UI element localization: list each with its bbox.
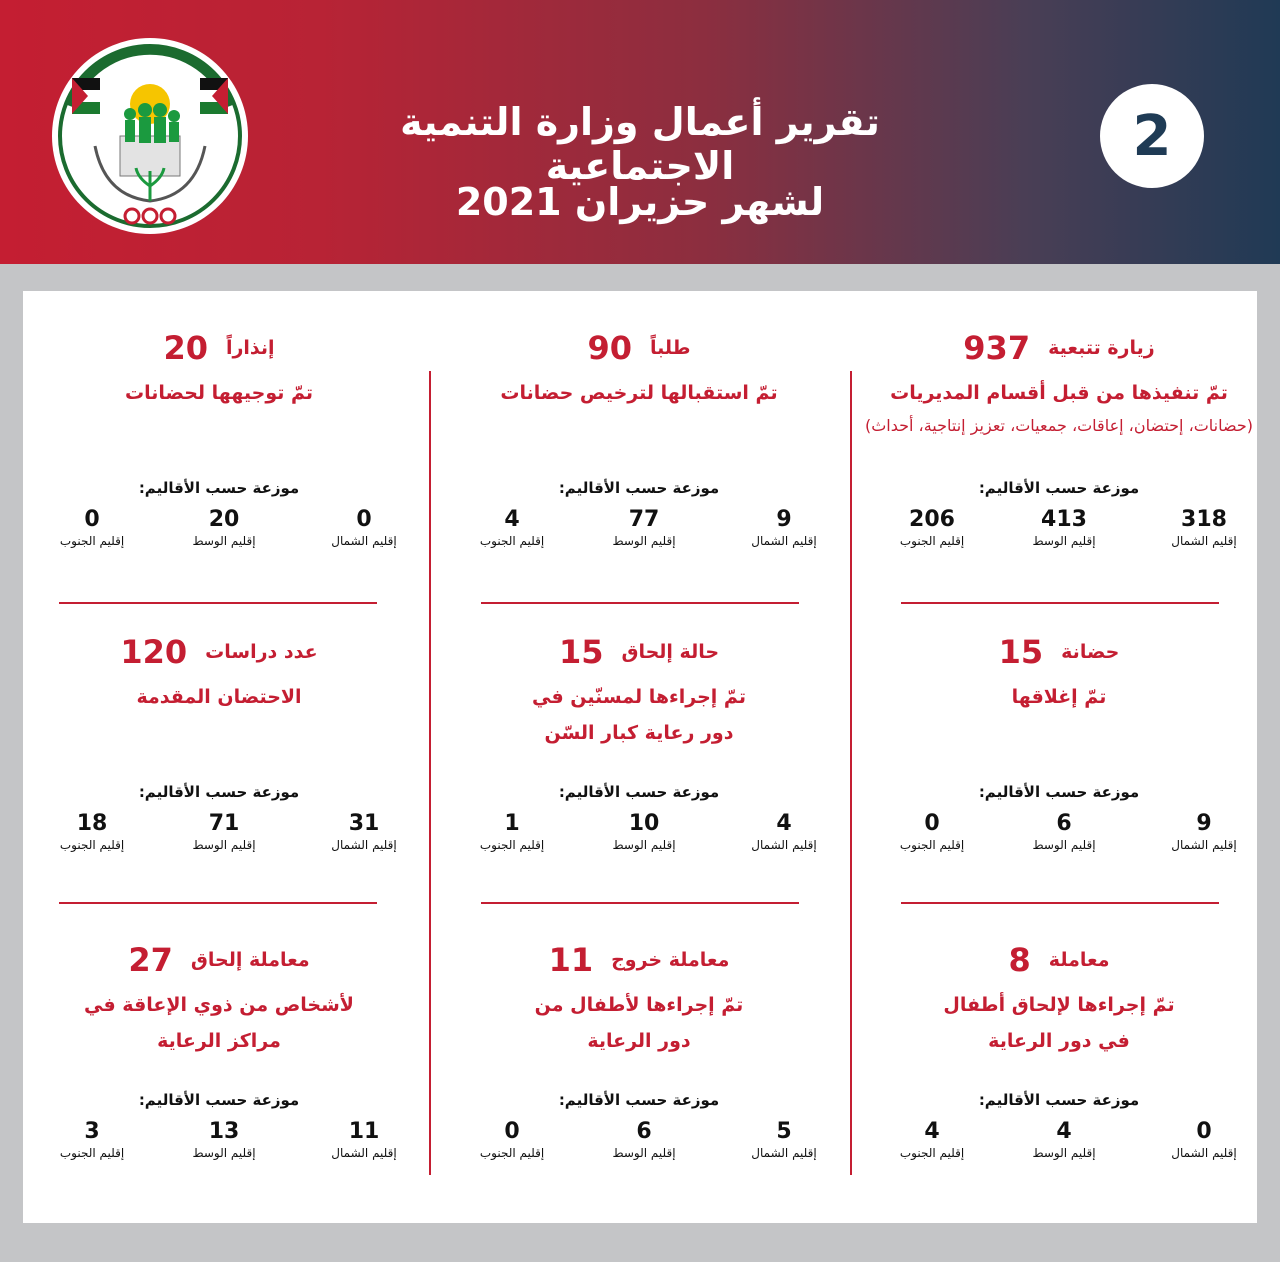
region-center: [179, 1119, 269, 1160]
statistics-panel: [23, 291, 1257, 1223]
stat-description: تمّ استقبالها لترخيص حضانات: [500, 382, 778, 404]
region-north: [1159, 507, 1249, 548]
region-center: [1019, 1119, 1109, 1160]
header-banner: [0, 0, 1280, 264]
region-name: إقليم الجنوب: [59, 534, 125, 548]
region-north: [739, 507, 829, 548]
region-value: 413: [1041, 507, 1087, 532]
region-name: إقليم الشمال: [1171, 838, 1237, 852]
region-value: 4: [1056, 1119, 1072, 1144]
distribution-label: موزعة حسب الأقاليم:: [138, 1091, 300, 1109]
stat-cell-foster-studies: [19, 595, 419, 895]
distribution-label: موزعة حسب الأقاليم:: [138, 783, 300, 801]
region-value: 0: [356, 507, 372, 532]
region-name: إقليم الوسط: [612, 534, 676, 548]
region-north: [319, 1119, 409, 1160]
region-value: 318: [1181, 507, 1227, 532]
stat-description: الاحتضان المقدمة: [136, 686, 302, 708]
region-name: إقليم الجنوب: [59, 1146, 125, 1160]
region-north: [1159, 811, 1249, 852]
region-center: [1019, 507, 1109, 548]
region-value: 3: [84, 1119, 100, 1144]
stat-cell-child-exits: [439, 903, 839, 1203]
region-south: [47, 811, 137, 852]
region-name: إقليم الجنوب: [479, 534, 545, 548]
region-north: [319, 507, 409, 548]
region-south: [887, 811, 977, 852]
region-center: [599, 507, 689, 548]
region-name: إقليم الجنوب: [899, 534, 965, 548]
region-name: إقليم الجنوب: [59, 838, 125, 852]
region-value: 0: [924, 811, 940, 836]
region-name: إقليم الوسط: [192, 534, 256, 548]
stat-description: تمّ إجراءها لإلحاق أطفال في دور الرعاية: [943, 994, 1175, 1052]
page-number-badge: 2: [1100, 84, 1204, 188]
stat-cell-elderly-admissions: [439, 595, 839, 895]
stat-description: تمّ إجراءها لأطفال من دور الرعاية: [534, 994, 744, 1052]
distribution-label: موزعة حسب الأقاليم:: [978, 783, 1140, 801]
stat-number: 20: [163, 329, 208, 367]
stat-number: 11: [548, 941, 594, 979]
region-name: إقليم الوسط: [1032, 1146, 1096, 1160]
region-value: 0: [1196, 1119, 1212, 1144]
region-value: 20: [208, 507, 240, 532]
stat-label: معاملة خروج: [611, 949, 730, 971]
region-value: 5: [776, 1119, 792, 1144]
region-value: 71: [208, 811, 240, 836]
region-name: إقليم الشمال: [1171, 1146, 1237, 1160]
stat-head: [439, 941, 839, 979]
stat-number: 90: [587, 329, 632, 367]
stat-label: عدد دراسات: [205, 641, 318, 663]
region-center: [599, 811, 689, 852]
region-name: إقليم الجنوب: [479, 838, 545, 852]
stat-description: تمّ توجيهها لحضانات: [124, 382, 314, 404]
region-value: 31: [348, 811, 380, 836]
stat-cell-closed-nurseries: [859, 595, 1259, 895]
stat-head: [859, 329, 1259, 367]
stat-description: تمّ إجراءها لمسنّين في دور رعاية كبار السّن: [532, 686, 746, 744]
stat-label: حالة إلحاق: [621, 641, 720, 663]
region-name: إقليم الوسط: [1032, 838, 1096, 852]
distribution-label: موزعة حسب الأقاليم:: [558, 783, 720, 801]
region-south: [467, 507, 557, 548]
stat-number: 27: [128, 941, 173, 979]
region-name: إقليم الوسط: [192, 1146, 256, 1160]
stat-note: (حضانات، إحتضان، إعاقات، جمعيات، تعزيز إنتاجية، أحداث): [864, 416, 1253, 435]
stat-number: 8: [1008, 941, 1031, 979]
region-name: إقليم الشمال: [1171, 534, 1237, 548]
stat-head: [19, 329, 419, 367]
region-name: إقليم الشمال: [331, 1146, 397, 1160]
region-value: 13: [208, 1119, 240, 1144]
region-value: 9: [1196, 811, 1212, 836]
stat-cell-warnings: [19, 291, 419, 591]
region-name: إقليم الجنوب: [899, 1146, 965, 1160]
region-value: 206: [909, 507, 955, 532]
region-name: إقليم الجنوب: [899, 838, 965, 852]
stat-head: [859, 633, 1259, 671]
region-value: 0: [84, 507, 100, 532]
stat-cell-disability-admissions: [19, 903, 419, 1203]
region-south: [47, 1119, 137, 1160]
stat-number: 120: [120, 633, 188, 671]
region-south: [887, 507, 977, 548]
region-center: [179, 507, 269, 548]
ministry-logo: [50, 36, 250, 236]
stat-cell-followup-visits: [859, 291, 1259, 591]
stat-cell-license-requests: [439, 291, 839, 591]
region-south: [467, 811, 557, 852]
stat-label: إنذاراً: [225, 337, 275, 359]
region-value: 18: [76, 811, 108, 836]
distribution-label: موزعة حسب الأقاليم:: [978, 479, 1140, 497]
stat-label: معاملة إلحاق: [190, 949, 310, 971]
region-value: 1: [504, 811, 520, 836]
stat-label: طلباً: [649, 337, 691, 359]
region-name: إقليم الجنوب: [479, 1146, 545, 1160]
region-name: إقليم الوسط: [192, 838, 256, 852]
distribution-label: موزعة حسب الأقاليم:: [558, 479, 720, 497]
region-value: 4: [504, 507, 520, 532]
region-value: 6: [636, 1119, 652, 1144]
region-south: [47, 507, 137, 548]
stat-label: معاملة: [1048, 949, 1110, 971]
region-value: 4: [776, 811, 792, 836]
stat-description: تمّ إغلاقها: [1011, 686, 1107, 708]
stat-head: [19, 941, 419, 979]
distribution-label: موزعة حسب الأقاليم:: [978, 1091, 1140, 1109]
column-divider: [850, 371, 852, 1175]
region-north: [739, 1119, 829, 1160]
stat-number: 15: [998, 633, 1044, 671]
region-value: 77: [628, 507, 660, 532]
stat-head: [439, 633, 839, 671]
region-value: 6: [1056, 811, 1072, 836]
region-value: 0: [504, 1119, 520, 1144]
region-name: إقليم الشمال: [331, 838, 397, 852]
stat-label: زيارة تتبعية: [1048, 337, 1155, 359]
column-divider: [429, 371, 431, 1175]
region-value: 10: [628, 811, 660, 836]
distribution-label: موزعة حسب الأقاليم:: [138, 479, 300, 497]
distribution-label: موزعة حسب الأقاليم:: [558, 1091, 720, 1109]
stat-description: تمّ تنفيذها من قبل أقسام المديريات: [890, 382, 1228, 404]
region-north: [739, 811, 829, 852]
region-center: [599, 1119, 689, 1160]
report-title: تقرير أعمال وزارة التنمية الاجتماعية: [400, 100, 880, 188]
region-south: [887, 1119, 977, 1160]
region-value: 9: [776, 507, 792, 532]
report-subtitle: لشهر حزيران 2021: [455, 180, 825, 224]
region-name: إقليم الوسط: [1032, 534, 1096, 548]
stat-number: 937: [963, 329, 1031, 367]
region-name: إقليم الوسط: [612, 1146, 676, 1160]
region-name: إقليم الوسط: [612, 838, 676, 852]
region-north: [319, 811, 409, 852]
region-center: [179, 811, 269, 852]
region-value: 11: [348, 1119, 380, 1144]
region-name: إقليم الشمال: [751, 838, 817, 852]
stat-head: [19, 633, 419, 671]
stat-label: حضانة: [1061, 641, 1120, 663]
region-value: 4: [924, 1119, 940, 1144]
region-name: إقليم الشمال: [331, 534, 397, 548]
region-center: [1019, 811, 1109, 852]
stat-head: [859, 941, 1259, 979]
region-name: إقليم الشمال: [751, 534, 817, 548]
region-north: [1159, 1119, 1249, 1160]
stat-head: [439, 329, 839, 367]
region-name: إقليم الشمال: [751, 1146, 817, 1160]
stat-cell-child-admissions: [859, 903, 1259, 1203]
stat-number: 15: [558, 633, 604, 671]
region-south: [467, 1119, 557, 1160]
stat-description: لأشخاص من ذوي الإعاقة في مراكز الرعاية: [84, 994, 354, 1052]
